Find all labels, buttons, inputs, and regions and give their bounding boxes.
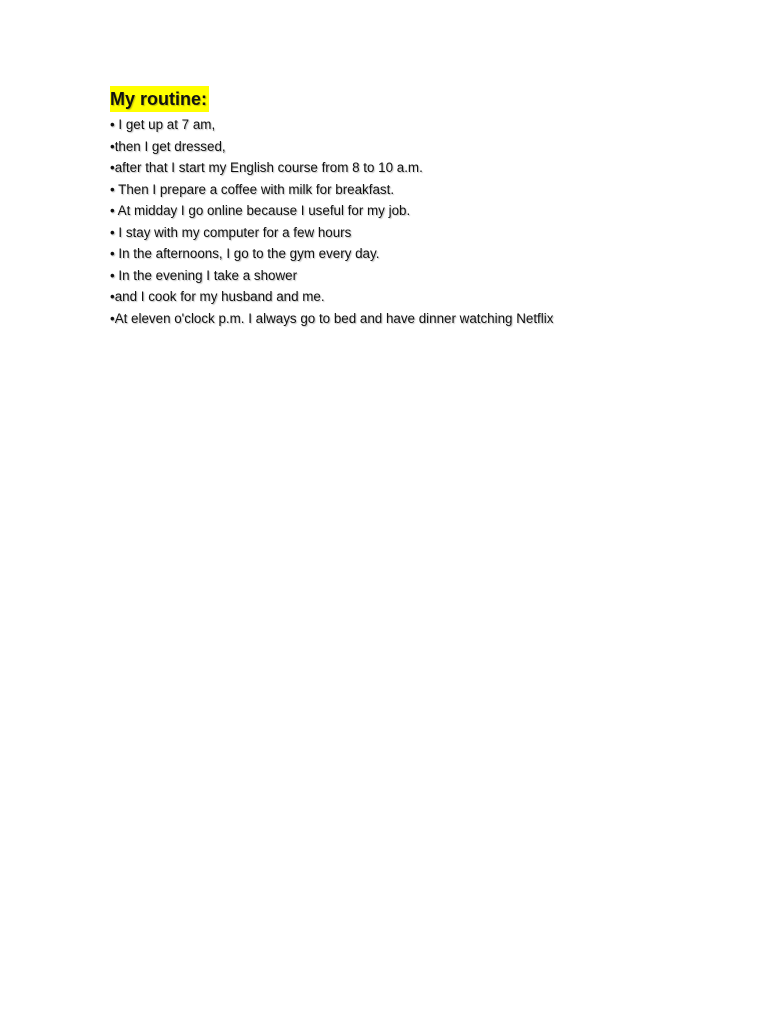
routine-list <box>110 114 710 329</box>
routine-line: • At midday I go online because I useful for my job. <box>110 203 411 218</box>
routine-line: •and I cook for my husband and me. <box>110 289 325 304</box>
routine-line: •then I get dressed, <box>110 138 226 154</box>
routine-line: • Then I prepare a coffee with milk for breakfast. <box>110 181 395 197</box>
document-title: My routine: <box>110 86 209 112</box>
routine-line: • I stay with my computer for a few hours <box>110 224 352 240</box>
routine-line: • I get up at 7 am, <box>110 117 216 132</box>
document-content <box>110 86 710 329</box>
routine-line: •after that I start my English course from 8 to 10 a.m. <box>110 160 423 175</box>
routine-line: • In the afternoons, I go to the gym every day. <box>110 246 380 261</box>
routine-line: • In the evening I take a shower <box>110 267 298 283</box>
routine-line: •At eleven o'clock p.m. I always go to bed and have dinner watching Netflix <box>110 310 554 326</box>
